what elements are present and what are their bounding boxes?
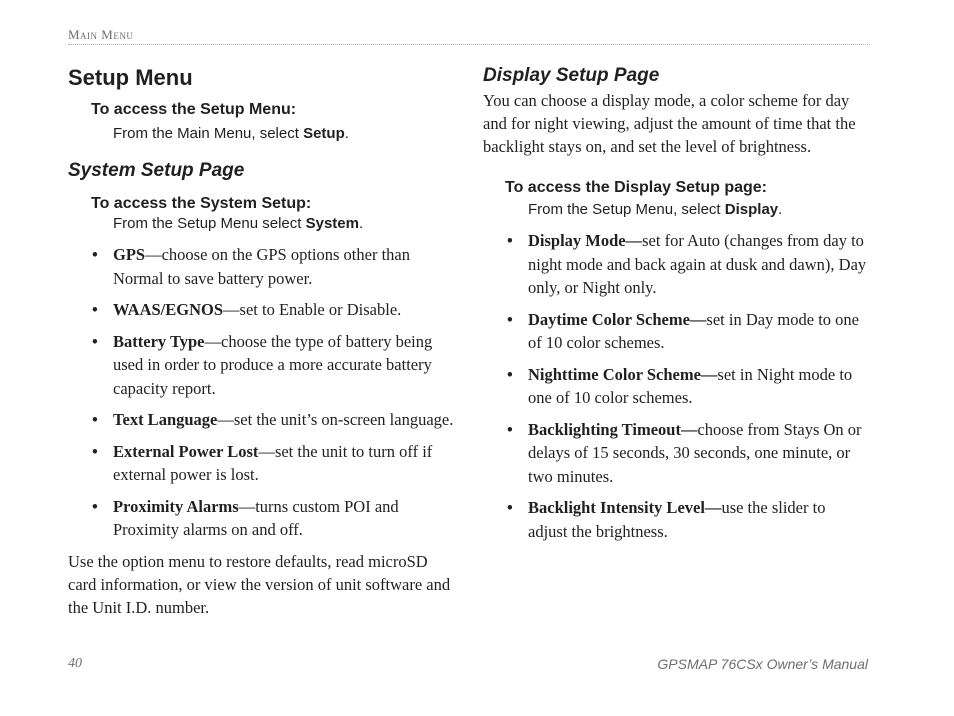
list-item: • Daytime Color Scheme—set in Day mode to one of 10 color schemes. bbox=[507, 309, 859, 352]
display-options-list bbox=[483, 229, 868, 543]
header-rule bbox=[68, 44, 870, 45]
access-system-heading: To access the System Setup: bbox=[91, 195, 312, 212]
left-column bbox=[68, 64, 458, 619]
display-setup-heading: Display Setup Page bbox=[483, 65, 660, 86]
list-item: • External Power Lost—set the unit to turn off if external power is lost. bbox=[92, 441, 433, 484]
system-options-list bbox=[68, 243, 458, 542]
list-item: • Backlight Intensity Level—use the slider to adjust the brightness. bbox=[507, 498, 826, 541]
list-item: • Nighttime Color Scheme—set in Night mode to one of 10 color schemes. bbox=[507, 364, 853, 407]
section-title: Setup Menu bbox=[68, 65, 193, 90]
access-display-instruction: From the Setup Menu, select Display. bbox=[528, 201, 783, 218]
list-item: • WAAS/EGNOS—set to Enable or Disable. bbox=[92, 300, 402, 319]
access-display-heading: To access the Display Setup page: bbox=[505, 179, 768, 196]
access-setup-instruction: From the Main Menu, select Setup. bbox=[113, 125, 349, 142]
access-system-instruction: From the Setup Menu select System. bbox=[113, 215, 364, 232]
list-item: • Display Mode—set for Auto (changes from day to night mode and back again at dusk and dawn), Day only, or Night only. bbox=[507, 231, 867, 297]
closing-paragraph: Use the option menu to restore defaults, read microSD card information, or view the version of unit software and the Unit I.D. number. bbox=[68, 551, 451, 617]
list-item: • Backlighting Timeout—choose from Stays On or delays of 15 seconds, 30 seconds, one minute, or two minutes. bbox=[507, 419, 862, 486]
list-item: • GPS—choose on the GPS options other than Normal to save battery power. bbox=[92, 245, 410, 288]
list-item: • Battery Type—choose the type of battery being used in order to produce a more accurate battery capacity report. bbox=[92, 331, 433, 398]
display-intro-paragraph: You can choose a display mode, a color scheme for day and for night viewing, adjust the amount of time that the backlight stays on, and set the level of brightness. bbox=[483, 91, 856, 156]
manual-title: GPSMAP 76CSx Owner’s Manual bbox=[657, 656, 868, 672]
page-number: 40 bbox=[68, 656, 82, 671]
system-setup-heading: System Setup Page bbox=[68, 160, 245, 181]
access-setup-heading: To access the Setup Menu: bbox=[91, 101, 297, 118]
list-item: • Text Language—set the unit’s on-screen language. bbox=[92, 410, 454, 429]
running-head: Main Menu bbox=[68, 27, 134, 42]
right-column bbox=[483, 64, 868, 551]
list-item: • Proximity Alarms—turns custom POI and Proximity alarms on and off. bbox=[92, 496, 399, 539]
